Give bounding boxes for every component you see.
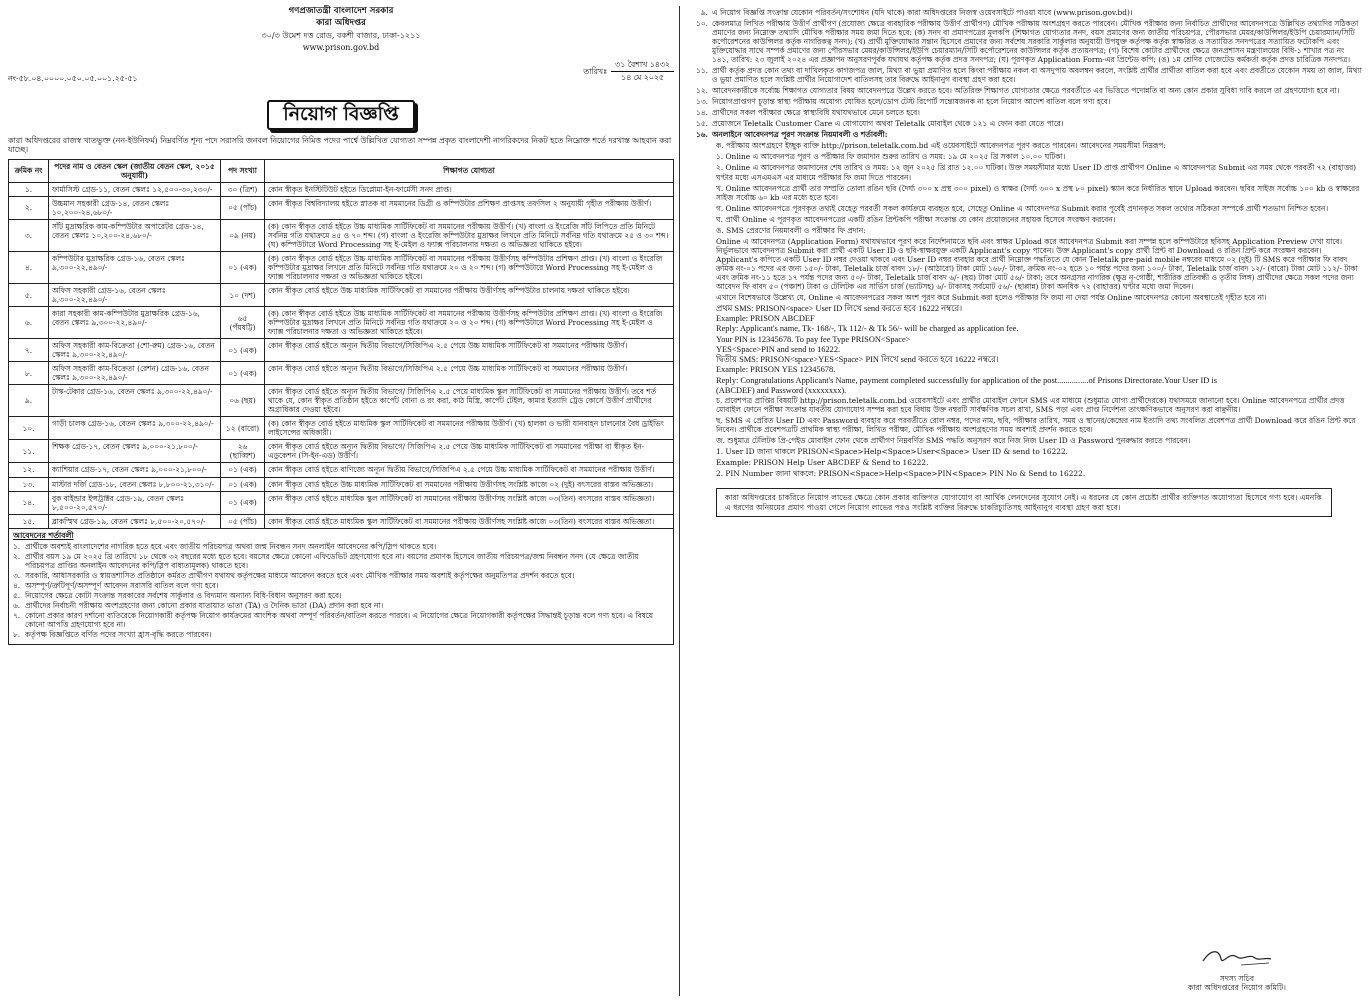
rule-item: [686, 66, 1362, 84]
rule-item: [686, 119, 1362, 128]
online-rules: [686, 141, 1362, 478]
row-qualification: (ক) কোন স্বীকৃত বোর্ড হইতে উচ্চ মাধ্যমিক সার্টিফিকেট বা সমমানের পরীক্ষায় উত্তীর্ণসহ কম্পিউটার প্রশিক্ষণ প্রাপ্ত। (খ) বাংলা ও ইংরেজি কম্পিউটার মুদ্রাক্ষর লিখনে প্রতি মিনিটে সর্বনিম্ন গতি যথাক্রমে ২০ ও ২০ শব্দ। (গ) কম্পিউটারে Word Processing সহ ই-মেইল ও ফ্যাক্স পরিচালনার দক্ষতা ও অভিজ্ঞতা থাকিতে হইবে।: [265, 307, 674, 339]
rule-item: [686, 108, 1362, 117]
online-rule-para: এখানে বিশেষভাবে উল্লেখ্য যে, Online এ আবেদনপত্রের সকল অংশ পূরণ করে Submit করা হলেও পরীক্ষার ফি জমা না দেয়া পর্যন্ত Online আবেদনপত্র কোনো অবস্থাতেই গৃহীত হবে না।: [716, 292, 1267, 302]
condition-text: প্রার্থীর বয়স ১৯ মে ২০২৫ খ্রি তারিখে ১৮ থেকে ৩২ বছরের মধ্যে হতে হবে। বয়সের ক্ষেত্রে কোনো এফিডেভিট গ্রহণযোগ্য হবে না। বয়সের প্রমাণক হিসেবে জাতীয় পরিচয়পত্র/জন্ম নিবন্ধন সনদ (যে ক্ষেত্রে জাতীয় পরিচয়পত্র প্রাপ্তির অনলাইন আবেদনের কপি/স্লিপ বাধ্যতামূলক) থাকতে হবে।: [25, 552, 639, 571]
gov-name: গণপ্রজাতন্ত্রী বাংলাদেশ সরকার: [288, 6, 394, 16]
condition-text: নিয়োগের ক্ষেত্রে কোটা সংক্রান্ত সরকারের সর্বশেষ সার্কুলার ও বিদ্যমান অন্যান্য বিধি-বিধান অনুসরণ করা হবে।: [25, 591, 342, 601]
row-qualification: কোন স্বীকৃত বোর্ড হইতে উচ্চ মাধ্যমিক সার্টিফিকেট বা সমমানের পরীক্ষায় উত্তীর্ণসহ কম্পিউটার চালনায় দক্ষতা থাকিতে হইবে।: [265, 283, 674, 306]
condition-text: কর্তৃপক্ষ বিজ্ঞপ্তিতে বর্ণিত পদের সংখ্যা হ্রাস-বৃদ্ধি করতে পারবেন।: [25, 630, 212, 640]
issue-date: [583, 60, 674, 82]
rule-number: ১০.: [696, 19, 708, 29]
signatory-title: সদস্য সচিব: [1219, 973, 1255, 983]
row-post: ব্লাকস্মিথ গ্রেড-১৯, বেতন স্কেলঃ ৮,৫০০-২০,৫৭০/-: [49, 514, 221, 528]
sms-instruction: (ABCDEF) and Password (xxxxxxxx).: [716, 385, 847, 395]
row-qualification: কোন স্বীকৃত বোর্ড হইতে মাধ্যমিক স্কুল সার্টিফিকেট বা সমমানের পরীক্ষায় উত্তীর্ণসহ সংশ্লিষ্ট কাজে ০৩(তিন) বৎসরের বাস্তব অভিজ্ঞতা।: [265, 514, 674, 528]
table-row: [9, 182, 674, 196]
col-header-serial: ক্রমিক নং: [9, 159, 49, 182]
row-count: ১২ (বারো): [221, 417, 265, 440]
rule-number: ৯.: [700, 8, 708, 17]
post-sms-para: Example: PRISON Help User ABCDEF & Send to 16222.: [716, 458, 929, 468]
row-count: ১০ (দশ): [221, 283, 265, 306]
row-post: মাস্টার দর্জি গ্রেড-১৮, বেতন স্কেলঃ ৮,৮০০-২১,৩১০/-: [49, 477, 221, 491]
condition-number: ৫.: [13, 591, 21, 601]
table-row: [9, 219, 674, 251]
condition-number: ২.: [13, 552, 21, 562]
signatory-committee: কারা অধিদপ্তরের নিয়োগ কমিটি।: [1188, 982, 1286, 992]
sms-instruction: Example: PRISON YES 12345678.: [716, 365, 836, 375]
post-sms-para: 1. User ID জানা থাকলে PRISON<Space>Help<Space>User<Space> User ID & send to 16222.: [716, 447, 1069, 457]
row-count: ৬৫ (পঁয়ষট্টি): [221, 307, 265, 339]
left-column: [8, 0, 674, 1002]
condition-item: [13, 581, 669, 590]
rule-number: ১২.: [696, 86, 708, 96]
warning-notice-box: কারা অধিদপ্তরের চাকরিতে নিয়োগ লাভের ক্ষেত্রে কোন প্রকার ব্যক্তিগত যোগাযোগ বা আর্থিক লেনদেনের সুযোগ নেই। এ ধরনের যে কোন প্রচেষ্টা প্রার্থীর ব্যক্তিগত অযোগ্যতা হিসেবে গণ্য হবে। এমনকি এ ধরণের অনিয়মের প্রমাণ পাওয়া গেলে নিয়োগ লাভের পরও সংশ্লিষ্ট ব্যক্তির বিরুদ্ধে চাকরিচ্যুতিসহ আইনানুগ ব্যবস্থা গ্রহণ করা হবে।: [716, 488, 1332, 517]
condition-number: ৩.: [13, 571, 21, 581]
row-count: ০১ (এক): [221, 491, 265, 514]
table-row: [9, 339, 674, 362]
condition-text: সরকারি, আধাসরকারি ও স্বায়ত্তশাসিত প্রতিষ্ঠানে কর্মরত প্রার্থীগণ যথাযথ কর্তৃপক্ষের মাধ্যমে আবেদন করতে হবে এবং মৌখিক পরীক্ষার সময় অবশ্যই কর্তৃপক্ষের অনুমতিপত্র প্রদর্শন করতে হবে।: [25, 571, 575, 581]
sms-instruction: প্রথম SMS: PRISON<space> User ID লিখে send করতে হবে 16222 নম্বরে।: [716, 303, 963, 313]
row-qualification: কোন স্বীকৃত বোর্ড হইতে অন্যূন দ্বিতীয় বিভাগে/ সিজিপিএ ২.৫ পেয়ে উচ্চ মাধ্যমিক সার্টিফিকেট বা সমমানের পরীক্ষা বা স্বীকৃত ইন-এডুকেশন (সি-ইন-এড) উত্তীর্ণ।: [265, 440, 674, 463]
table-row: [9, 307, 674, 339]
online-rule-para: ঙ. SMS প্রেরণের নিয়মাবলী ও পরীক্ষার ফি প্রদান:: [716, 225, 866, 235]
row-serial: ৫.: [9, 283, 49, 306]
table-row: [9, 463, 674, 477]
row-qualification: (ক) কোন স্বীকৃত বোর্ড হইতে উচ্চ মাধ্যমিক সার্টিফিকেট বা সমমানের পরীক্ষায় উত্তীর্ণ। (খ) বাংলা ও ইংরেজি সাঁট লিপিতে প্রতি মিনিটে সর্বনিম্ন গতি যথাক্রমে ৪৫ ও ৭০ শব্দ। (গ) বাংলা ও ইংরেজি কম্পিউটার মুদ্রাক্ষর লিখনে প্রতি মিনিটে সর্বনিম্ন গতি যথাক্রমে ২৫ ও ৩০ শব্দ। (ঘ) কম্পিউটারে Word Processing সহ ই-মেইল ও ফ্যাক্স পরিচালনার দক্ষতা ও অভিজ্ঞতা থাকিতে হইবে।: [265, 219, 674, 251]
row-post: অফিস সহকারী কাম-বিক্রেতা (শো-রুম) গ্রেড-১৬, বেতন স্কেলঃ ৯,৩০০-২২,৪৯০/-: [49, 339, 221, 362]
row-serial: ১.: [9, 182, 49, 196]
post-sms-para: চ. প্রবেশপত্র প্রাপ্তির বিষয়টি http://prison.teletalk.com.bd ওয়েবসাইটে এবং প্রার্থীর মোবাইল ফোনে SMS এর মাধ্যমে (শুধুমাত্র যোগ্য প্রার্থীদেরকে) যথাসময়ে জানানো হবে। Online আবেদনপত্রে প্রার্থীর প্রদত্ত মোবাইল ফোনে পরীক্ষা সংক্রান্ত যাবতীয় যোগাযোগ সম্পন্ন করা হবে বিধায় উক্ত নম্বরটি সার্বক্ষণিক সচল রাখা, SMS পড়া এবং প্রাপ্ত নির্দেশনা তাৎক্ষণিকভাবে অনুসরণ করা বাঞ্ছনীয়।: [716, 396, 1345, 415]
rule-item: [686, 19, 1362, 64]
sms-instruction: Your PIN is 12345678. To pay fee Type PRISON<Space>: [716, 334, 911, 344]
table-row: [9, 514, 674, 528]
row-serial: ১৩.: [9, 477, 49, 491]
row-count: ৩০ (ত্রিশ): [221, 182, 265, 196]
row-serial: ৮.: [9, 362, 49, 385]
post-sms-para: জ. শুধুমাত্র টেলিটক প্রি-পেইড মোবাইল ফোন থেকে প্রার্থীগণ নিম্নবর্ণিত SMS পদ্ধতি অনুসরণ করে নিজ নিজ User ID ও Password পুনরুদ্ধার করতে পারবেন।: [716, 436, 1191, 446]
row-post: সাঁট মুদ্রাক্ষরিক কাম-কম্পিউটার অপারেটর গ্রেড-১৪, বেতন স্কেলঃ ১০,২০০-২৪,৬৮০/-: [49, 219, 221, 251]
row-serial: ১২.: [9, 463, 49, 477]
rule-number: ১৫.: [696, 119, 708, 129]
row-serial: ২.: [9, 196, 49, 219]
rule-number: ১৩.: [696, 97, 708, 107]
row-qualification: কোন স্বীকৃত বোর্ড হইতে মাধ্যমিক স্কুল সার্টিফিকেট বা সমমানের পরীক্ষায় উত্তীর্ণসহ সংশ্লিষ্ট কাজে ০৩(তিন) বৎসরের বাস্তব অভিজ্ঞতা।: [265, 491, 674, 514]
row-count: ০৬ (ছয়): [221, 385, 265, 417]
row-qualification: কোন স্বীকৃত বিশ্ববিদ্যালয় হইতে স্নাতক বা সমমানের ডিগ্রী ও কম্পিউটার প্রশিক্ষণ প্রাপ্তসহ তফসিল ২ অনুযায়ী গৃহীত পরীক্ষায় উত্তীর্ণ।: [265, 196, 674, 219]
online-rule-para: ১. Online এ আবেদনপত্র পূরণ ও পরীক্ষার ফি জমাদান শুরুর তারিখ ও সময়: ১৯ মে ২০২৫ খ্রি সকাল ১০.০০ ঘটিকা।: [716, 152, 1066, 162]
condition-item: [13, 542, 669, 551]
row-post: কম্পিউটার মুদ্রাক্ষরিক গ্রেড-১৬, বেতন স্কেলঃ ৯,৩০০-২২,৪৯০/-: [49, 251, 221, 283]
row-qualification: কোন স্বীকৃত ইনস্টিটিউট হইতে ডিপ্লোমা-ইন-ফার্মেসী সনদ প্রাপ্ত।: [265, 182, 674, 196]
sms-instruction: দ্বিতীয় SMS: PRISON<space>YES<Space> PIN লিখে send করতে হবে 16222 নম্বরে।: [716, 355, 999, 365]
row-serial: ১০.: [9, 417, 49, 440]
column-divider: [679, 6, 680, 996]
post-sms-para: 2. PIN Number জানা থাকলে: PRISON<Space>Help<Space>PIN<Space> PIN No & Send to 16222.: [716, 469, 1086, 479]
date-label: তারিখঃ: [583, 66, 608, 76]
rule-text: এ নিয়োগ বিজ্ঞপ্তি সংক্রান্ত যেকোন পরিবর্তন/সংশোধন (যদি থাকে) কারা অধিদপ্তরের নিজস্ব ওয়েবসাইটে পাওয়া যাবে (www.prison.gov.bd)।: [712, 8, 1133, 17]
row-count: ০১ (এক): [221, 339, 265, 362]
row-count: ০৯ (নয়): [221, 219, 265, 251]
signature-block: [1152, 945, 1322, 992]
condition-number: ৭.: [13, 611, 21, 621]
row-post: ফার্মাসিস্ট গ্রেড-১১, বেতন স্কেলঃ ১২,৫০০-৩০,২৩০/-: [49, 182, 221, 196]
row-count: ০১ (এক): [221, 362, 265, 385]
rule-text: প্রার্থী কর্তৃক প্রদত্ত কোন তথ্য বা দাখিলকৃত কাগজপত্র জাল, মিথ্যা বা ভুয়া প্রমাণিত হলে কিংবা পরীক্ষায় নকল বা অসদুপায় অবলম্বন করলে, সংশ্লিষ্ট প্রার্থীর প্রার্থীতা বাতিল করা হবে এবং প্রবর্তীতে যেকোন সময় তা জাল, মিথ্যা ও ভুয়া প্রমাণিত হলে সংশ্লিষ্ট প্রার্থীর নিয়োগাদেশ বাতিলসহ তার বিরুদ্ধে আইনানুগ ব্যবস্থা গ্রহণ করা হবে।: [712, 66, 1362, 85]
row-qualification: কোন স্বীকৃত বোর্ড হইতে অন্যূন দ্বিতীয় বিভাগে/সিজিপিএ ২.৫ পেয়ে উচ্চ মাধ্যমিক সার্টিফিকেট বা সমমানের পরীক্ষায় উত্তীর্ণ।: [265, 339, 674, 362]
right-column: [686, 0, 1362, 1002]
rule-item: [686, 8, 1362, 17]
rule-item: [686, 97, 1362, 106]
table-row: [9, 196, 674, 219]
row-post: কারা সহকারী কাম-কম্পিউটার মুদ্রাক্ষরিক গ্রেড-১৬, বেতন স্কেলঃ ৯,৩০০-২২,৪৯০/-: [49, 307, 221, 339]
sms-instruction: YES<Space>PIN and send to 16222.: [716, 344, 841, 354]
condition-number: ৪.: [13, 581, 21, 591]
row-serial: ১৫.: [9, 514, 49, 528]
online-rule-para: Online এ আবেদনপত্র (Application Form) যথাযথভাবে পূরণ করে নির্দেশনামতে ছবি এবং স্বাক্ষর Upload করে আবেদনপত্র Submit করা সম্পন্ন হলে কম্পিউটারে ছবিসহ Application Preview দেখা যাবে। নির্ভুলভাবে আবেদনপত্র Submit করা প্রার্থী একটি User ID ও ছবি-স্বাক্ষরযুক্ত একটি Applicant's copy পাবেন। উক্ত Applicant's copy প্রার্থী প্রিন্ট বা Download ও রঙিন প্রিন্ট করে সংরক্ষণ করবেন। Applicant's কপিতে একটি User ID নম্বর দেওয়া থাকবে এবং User ID নম্বর ব্যবহার করে প্রার্থী নিম্নোক্ত পদ্ধতিতে যে কোন Teletalk pre-paid mobile নম্বরের মাধ্যমে ০২ (দুই) টি SMS করে পরীক্ষার ফি বাবদ ক্রমিক নং-০১ পদের এর জন্য ১৫০/- টাকা, Teletalk চার্জ বাবদ ১৮/- (আঠারো) টাকা মোট ১৬৮/- টাকা, ক্রমিক নং-০২ হতে ১০ পর্যন্ত পদের জন্য ১০০/- টাকা, Teletalk চার্জ বাবদ ১২/- (বারো) টাকা মোট ১১২/- টাকা এবং ক্রমিক নং-১১ হতে ১৭ পর্যন্ত পদের জন্য ৫০/- টাকা, Teletalk চার্জ বাবদ ৬/- (ছয়) টাকা মোট ৫৬/- টাকা; তবে অনগ্রসর নাগরিক (ক্ষুদ্র নৃ-গোষ্ঠী, শারীরিক প্রতিবন্ধী ও তৃতীয় লিঙ্গ) প্রার্থীদের ক্ষেত্রে সকল পদের জন্য আবেদন ফি বাবদ ৫০ (পঞ্চাশ) টাকা ও টেলিটক এর সার্ভিস চার্জ (ভ্যাটসহ) ৬/- টাকাসহ সর্বমোট ৫৬/- (ছাপ্পান্ন) টাকা অনধিক ৭২ (বাহাত্তর) ঘণ্টার মধ্যে জমা দিবেন।: [716, 236, 1358, 291]
date-bangla: ৩১ বৈশাখ ১৪৩২: [611, 60, 674, 72]
row-qualification: কোন স্বীকৃত বোর্ড হইতে অন্যূন দ্বিতীয় বিভাগে/ সিজিপিএ ২.৫ পেয়ে মাধ্যমিক স্কুল সার্টিফিকেট বা সমমানের পরীক্ষায় উত্তীর্ণ। তবে শর্ত থাকে যে, কোন স্বীকৃত প্রতিষ্ঠান হইতে কার্পেট বোনা ও রং করা, কাঠ মিস্ত্রি, কার্পেট টেইল, কামার ইত্যাদি ট্রেড কোর্সে উত্তীর্ণ প্রার্থীদের অগ্রাধিকার দেওয়া হইবে।: [265, 385, 674, 417]
row-post: ক্যাশিয়ার গ্রেড-১৭, বেতন স্কেলঃ ৯,০০০-২১,৮০০/-: [49, 463, 221, 477]
sms-instruction: Reply: Congratulations Applicant's Name, payment completed successfully for application of the post...............of Prisons Directorate.Your User ID is: [716, 375, 1217, 385]
condition-item: [13, 552, 669, 570]
table-row: [9, 251, 674, 283]
table-row: [9, 477, 674, 491]
row-count: ০১ (এক): [221, 251, 265, 283]
row-serial: ৩.: [9, 219, 49, 251]
row-qualification: কোন স্বীকৃত বোর্ড হইতে বাণিজ্যে অন্যূন দ্বিতীয় বিভাগে/সিজিপিএ ২.৫ পেয়ে উচ্চ মাধ্যমিক সার্টিফিকেট বা সমমানের পরীক্ষায় উত্তীর্ণ।: [265, 463, 674, 477]
row-qualification: কোন স্বীকৃত বোর্ড হইতে উচ্চ মাধ্যমিক সার্টিফিকেট বা সমমানের পরীক্ষায় উত্তীর্ণসহ সংশ্লিষ্ট কাজে ০২ (দুই) বৎসরের বাস্তব অভিজ্ঞতা।: [265, 477, 674, 491]
online-rules-heading: ১৬. অনলাইনে আবেদনপত্র পূরণ সংক্রান্ত নিয়মাবলী ও শর্তাবলী:: [695, 130, 888, 140]
table-row: [9, 283, 674, 306]
dept-name: কারা অধিদপ্তর: [316, 18, 366, 29]
condition-item: [13, 601, 669, 610]
table-row: [9, 491, 674, 514]
row-post: শিক্ষক গ্রেড-১৭, বেতন স্কেলঃ ৯,০০০-২১,৮০০/-: [49, 440, 221, 463]
table-row: [9, 385, 674, 417]
rule-text: কেবলমাত্র লিখিত পরীক্ষায় উত্তীর্ণ প্রার্থীগণ (প্রযোজ্য ক্ষেত্রে ব্যবহারিক পরীক্ষায় উত্তীর্ণ প্রার্থীগণ) মৌখিক পরীক্ষায় অংশগ্রহণ করতে পারবেন। মৌখিক পরীক্ষার জন্য নির্বাচিত প্রার্থীদের আবেদনপত্রে উল্লিখিত তথ্যাদির সঠিকতা প্রমাণের জন্য নিম্নোক্ত তথ্যাদি মৌখিক পরীক্ষার সময় জমা দিতে হবে: (ক) সনদ বা প্রমাণপত্রের মূলকপি (শিক্ষাগত যোগ্যতার সনদ, বয়স প্রমাণের জন্য জাতীয় পরিচয়পত্র, পৌরসভার মেয়র/কাউন্সিলর/ইউপি চেয়ারম্যান/সিটি কর্পোরেশনের কাউন্সিলর কর্তৃক নাগরিকত্ব সনদ); (খ) প্রার্থী মুক্তিযোদ্ধার সন্তান হিসেবে প্রমাণের জন্য সর্বশেষ সরকারি সার্কুলার অনুযায়ী উপযুক্ত কর্তৃপক্ষ কর্তৃক স্বাক্ষরিত ও সত্যায়িত সনদপত্রের সত্যায়িত ফটোকপি এবং মুক্তিযোদ্ধার সাথে সম্পর্ক প্রমাণের জন্য পৌরসভার মেয়র/কাউন্সিলর/ইউপি চেয়ারম্যান/সিটি কর্পোরেশনের কাউন্সিলর কর্তৃক প্রত্যয়নপত্র; (গ) বিশেষ কোটার প্রার্থীদের ক্ষেত্রে জনপ্রশাসন মন্ত্রণালয়ের বিধি-১ শাখার পত্র নং ১৪১, তারিখ: ২৩ জুলাই ২০২৪ এর প্রজ্ঞাপন অনুসরণপূর্বক যথাযথ কর্তৃপক্ষ কর্তৃক প্রদত্ত সনদপত্র; (ঘ) পূরণকৃত Application Form-এর প্রিন্টেড কপি; (ঙ) ১ম শ্রেণির গেজেটেড কর্মকর্তা কর্তৃক প্রদত্ত চারিত্রিক সনদপত্র।: [712, 19, 1359, 65]
row-serial: ৭.: [9, 339, 49, 362]
table-row: [9, 362, 674, 385]
row-serial: ৬.: [9, 307, 49, 339]
rule-number: ১৪.: [696, 108, 708, 118]
rule-number: ১১.: [696, 66, 708, 76]
condition-item: [13, 611, 669, 629]
dept-address: ৩০/৩ উমেশ দত্ত রোড, বকশী বাজার, ঢাকা-১২১১: [261, 30, 421, 40]
intro-paragraph: কারা অধিদপ্তরের রাজস্ব খাতভুক্ত (নন-ইউনিফর্ম) নিম্নবর্ণিত শূন্য পদে সরাসরি জনবল নিয়োগের নিমিত্ত পদের পার্শ্বে উল্লিখিত যোগ্যতা সম্পন্ন প্রকৃত বাংলাদেশী নাগরিকদের নিকট হতে নিম্নোক্ত শর্তে দরখাস্ত আহবান করা যাচ্ছে।: [8, 135, 672, 155]
row-serial: ১১.: [9, 440, 49, 463]
post-sms-para: ছ. SMS এ প্রেরিত User ID এবং Password ব্যবহার করে পরবর্তীতে রোল নম্বর, পদের নাম, ছবি, পরীক্ষার তারিখ, সময় ও স্থানের/কেন্দ্রের নাম ইত্যাদি তথ্য সংবলিত প্রবেশপত্র প্রার্থী Download করে রঙিন প্রিন্ট করে নিবেন। প্রার্থীকে প্রবেশপত্রটি প্রাথমিক স্বাস্থ্য পরীক্ষা, লিখিত পরীক্ষা, মৌখিক পরীক্ষায় অংশগ্রহণের সময় অবশ্যই প্রদর্শন করতে হবে।: [716, 416, 1356, 435]
reference-row: [8, 60, 674, 96]
row-count: ০১ (এক): [221, 463, 265, 477]
sms-instruction: Example: PRISON ABCDEF: [716, 314, 815, 324]
rule-text: প্রয়োজনে Teletalk Customer Care এ যোগাযোগ অথবা Teletalk মোবাইল থেকে ১২১ এ ফোন করা যেতে পারে।: [712, 119, 1064, 129]
row-post: অফিস সহকারী গ্রেড-১৬, বেতন স্কেলঃ ৯,৩০০-২২,৪৯০/-: [49, 283, 221, 306]
col-header-count: পদ সংখ্যা: [221, 159, 265, 182]
row-post: বুক বাইন্ডার ইন্সট্রাক্টর গ্রেড-১৯, বেতন স্কেলঃ ৮,৫০০-২০,৫৭০/-: [49, 491, 221, 514]
online-rule-para: খ. Online আবেদনপত্রে প্রার্থী তার সম্প্রতি তোলা রঙিন ছবি (দৈর্ঘ্য ৩০০ x প্রস্থ ৩০০ pixel) ও স্বাক্ষর (দৈর্ঘ্য ৩০০ x প্রস্থ ৮০ pixel) স্ক্যান করে নির্ধারিত স্থানে Upload করবেন। ছবির সাইজ সর্বোচ্চ ১০০ kb ও স্বাক্ষরের সাইজ সর্বোচ্চ ৬০ kb এর মধ্যে হতে হবে।: [716, 183, 1360, 202]
sms-instruction: Reply: Applicant's name, Tk- 168/-, Tk 112/- & Tk 56/- will be charged as application fee.: [716, 324, 1019, 334]
signature-scribble: [1197, 945, 1277, 969]
rule-text: প্রার্থীদের সকল পরীক্ষার ক্ষেত্রে স্বাস্থ্যবিধি যথাযথভাবে মেনে চলতে হবে।: [712, 108, 920, 118]
row-count: ০৫ (পাঁচ): [221, 514, 265, 528]
condition-text: অসম্পূর্ণ/ত্রুটিপূর্ণ/অসম্পূর্ণ আবেদন সরাসরি বাতিল বলে গণ্য হবে।: [25, 581, 219, 591]
online-rule-para: ক. পরীক্ষায় অংশগ্রহণে ইচ্ছুক ব্যক্তি http://prison.teletalk.com.bd এই ওয়েবসাইটে আবেদনপত্র পূরণ করতে পারবেন। আবেদনের সময়সীমা নিম্নরূপ:: [716, 141, 1166, 151]
rule-text: আবেদনকারীকে সর্বোচ্চ শিক্ষাগত যোগ্যতার বিষয় আবেদনপত্রে উল্লেখ করতে হবে। অতিরিক্ত শিক্ষাগত যোগ্যতার ক্ষেত্রে পরবর্তীতে এর ভিত্তিতে পদোন্নতি বা অন্য কোন প্রকার সুবিধা দাবি করলে তা গ্রহণযোগ্য হবে না।: [712, 86, 1340, 96]
row-qualification: (ক) কোন স্বীকৃত বোর্ড হইতে মাধ্যমিক স্কুল সার্টিফিকেট বা সমমানের পরীক্ষায় উত্তীর্ণ। (খ) হালকা ও ভারী যানবাহন চালনাের বৈধ ড্রাইভিং লাইসেন্সের অধিকারী।: [265, 417, 674, 440]
row-serial: ১৪.: [9, 491, 49, 514]
online-rule-para: ২. Online এ আবেদনপত্র জমাদানের শেষ তারিখ ও সময়: ১২ জুন ২০২৫ খ্রি রাত ১২.০০ ঘটিকা। উক্ত সময়সীমার মধ্যে User ID প্রাপ্ত প্রার্থীগণ Online এ আবেদনপত্র Submit এর সময় থেকে পরবর্তী ৭২ (বাহাত্তর) ঘণ্টার মধ্যে এসএমএস এর মাধ্যমে পরীক্ষার ফি জমা দিতে পারবেন।: [716, 163, 1357, 182]
conditions-title: আবেদনের শর্তাবলী: [13, 530, 74, 540]
condition-number: ৬.: [13, 601, 21, 611]
condition-item: [13, 630, 669, 639]
row-post: টাস্ক-টেকার গ্রেড-১৬, বেতন স্কেলঃ ৯,৩০০-২২,৪৯০/-: [49, 385, 221, 417]
row-post: গাড়ী চালক গ্রেড-১৬, বেতন স্কেলঃ ৯,৩০০-২২,৪৯০/-: [49, 417, 221, 440]
online-rule-para: ঘ. প্রার্থী Online এ পূরণকৃত আবেদনপত্রের একটি রঙিন প্রিন্টকপি পরীক্ষা সংক্রান্ত যে কোন প্রয়োজনের সহায়ক হিসেবে সংরক্ষণ করবেন।: [716, 214, 1116, 224]
date-gregorian: ১৪ মে ২০২৫: [621, 72, 664, 82]
memo-number: নং-৫৮.০৪.০০০০.০৫০.০৫.০০১.২৫-৫১: [8, 74, 138, 84]
row-serial: ৪.: [9, 251, 49, 283]
row-qualification: কোন স্বীকৃত বোর্ড হইতে অন্যূন দ্বিতীয় বিভাগে/সিজিপিএ ২.৫ পেয়ে উচ্চ মাধ্যমিক সার্টিফিকেট বা সমমানের পরীক্ষায় উত্তীর্ণ।: [265, 362, 674, 385]
condition-text: কোনো প্রকার কারণ দর্শানো ব্যতিরেকে নিয়োগকারী কর্তৃপক্ষ নিয়োগ কার্যক্রমের আংশিক অথবা সম্পূর্ণ পরিবর্তন/বাতিল করতে পারবে। এ নিয়োগের ক্ষেত্রে নিয়োগকারী কর্তৃপক্ষের সিদ্ধান্তই চূড়ান্ত বলে গণ্য হবে। এ বিষয়ে কোনো আপত্তি গ্রহণযোগ্য হবে না।: [25, 611, 654, 630]
row-count: ০১ (এক): [221, 477, 265, 491]
col-header-post: পদের নাম ও বেতন স্কেল (জাতীয় বেতন স্কেল, ২০১৫ অনুযায়ী): [49, 159, 221, 182]
table-row: [9, 417, 674, 440]
row-count: ২৬ (ছাব্বিশ): [221, 440, 265, 463]
row-count: ০৫ (পাঁচ): [221, 196, 265, 219]
dept-website: www.prison.gov.bd: [302, 42, 380, 52]
table-header-row: [9, 159, 674, 182]
application-conditions: [8, 529, 674, 646]
condition-item: [13, 571, 669, 580]
row-serial: ৯.: [9, 385, 49, 417]
row-post: উচ্চমান সহকারী গ্রেড-১৪, বেতন স্কেলঃ ১০,২০০-২৪,৬৮০/-: [49, 196, 221, 219]
vacancy-table: [8, 159, 674, 529]
table-row: [9, 440, 674, 463]
row-post: অফিস সহকারী কাম-বিক্রেতা (রেশন) গ্রেড-১৬, বেতন স্কেলঃ ৯,৩০০-২২,৪৯০/-: [49, 362, 221, 385]
rule-text: নিয়োগপ্রাপ্তগণ চূড়ান্ত স্বাস্থ্য পরীক্ষায় অযোগ্য ঘোষিত হলে/ডোপ টেস্ট রিপোর্ট সন্তোষজনক না হলে নিয়োগ আদেশ বাতিল বলে গণ্য হবে।: [712, 97, 1111, 107]
condition-text: প্রার্থীকে অবশ্যই বাংলাদেশের নাগরিক হতে হবে এবং জাতীয় পরিচয়পত্র অথবা জন্ম নিবন্ধন সনদ অনলাইন আবেদনের কপি/স্লিপ থাকতে হবে।: [25, 542, 437, 552]
col-header-qualification: শিক্ষাগত যোগ্যতা: [265, 159, 674, 182]
condition-item: [13, 591, 669, 600]
notice-title: নিয়োগ বিজ্ঞপ্তি: [267, 100, 414, 129]
row-qualification: (ক) কোন স্বীকৃত বোর্ড হইতে উচ্চ মাধ্যমিক সার্টিফিকেট বা সমমানের পরীক্ষায় উত্তীর্ণসহ কম্পিউটার প্রশিক্ষণ প্রাপ্ত। (খ) বাংলা ও ইংরেজি কম্পিউটার মুদ্রাক্ষর লিখনে প্রতি মিনিটে সর্বনিম্ন গতি যথাক্রমে ২০ ও ২০ শব্দ। (গ) কম্পিউটারে Word Processing সহ ই-মেইল ও ফ্যাক্স পরিচালনার দক্ষতা ও অভিজ্ঞতা থাকিতে হইবে।: [265, 251, 674, 283]
rule-item: [686, 86, 1362, 95]
condition-number: ৮.: [13, 630, 21, 640]
condition-number: ১.: [13, 542, 21, 552]
letterhead: [8, 0, 674, 52]
condition-text: প্রার্থীদের নির্বাচনী পরীক্ষায় অংশগ্রহণের জন্য কোনো প্রকার যাতায়াত ভাতা (TA) ও দৈনিক ভাতা (DA) প্রদান করা হবে না।: [25, 601, 384, 611]
online-rule-para: গ. Online আবেদনপত্রে পূরণকৃত তথ্যই যেহেতু পরবর্তী সকল কার্যক্রমে ব্যবহৃত হবে, সেহেতু Online এ আবেদনপত্র Submit করার পূর্বেই প্রদানকৃত সকল তথ্যের সঠিকতা সম্পর্কে প্রার্থী শতভাগ নিশ্চিত হবেন।: [716, 203, 1329, 213]
